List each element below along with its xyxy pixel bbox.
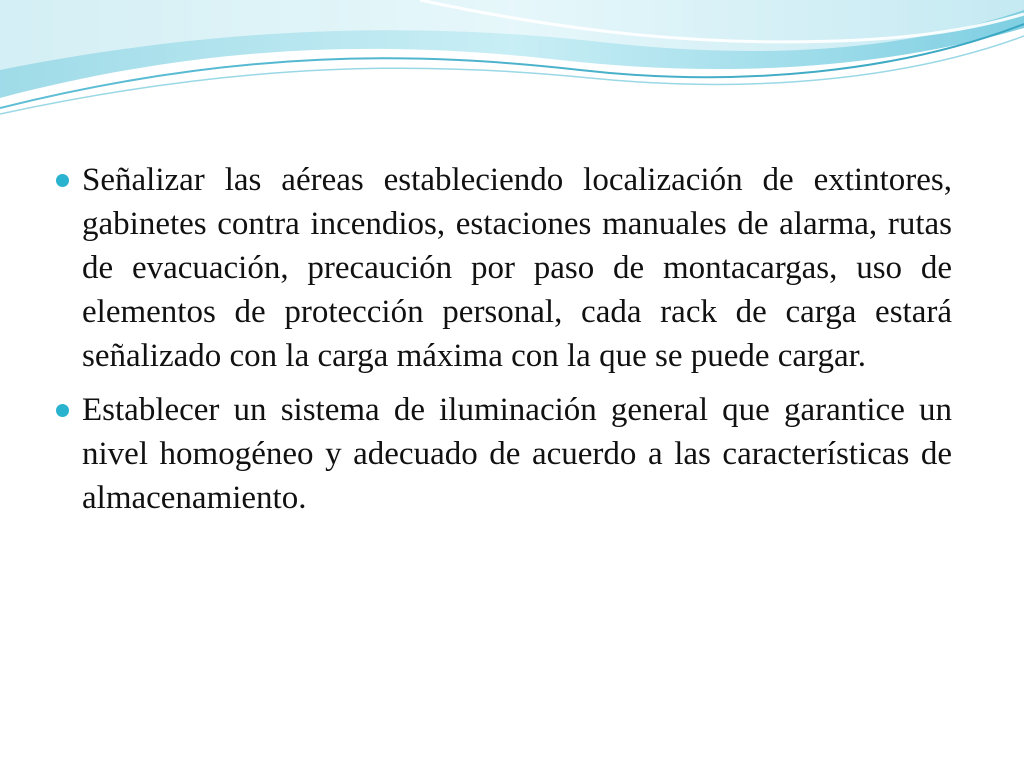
bullet-dot-icon	[56, 404, 69, 417]
list-item	[78, 388, 952, 520]
list-item	[78, 158, 952, 378]
bullet-list	[78, 158, 952, 520]
wave-header-decoration	[0, 0, 1024, 140]
bullet-dot-icon	[56, 174, 69, 187]
slide-content	[78, 158, 952, 530]
bullet-text: Señalizar las aéreas estableciendo localización de extintores, gabinetes contra incendios, estaciones manuales de alarma, rutas de evacuación, precaución por paso de montacargas, uso de elementos de protección personal, cada rack de carga estará señalizado con la carga máxima con la que se puede cargar.	[82, 162, 952, 374]
bullet-text: Establecer un sistema de iluminación general que garantice un nivel homogéneo y adecuado de acuerdo a las características de almacenamiento.	[82, 392, 952, 516]
